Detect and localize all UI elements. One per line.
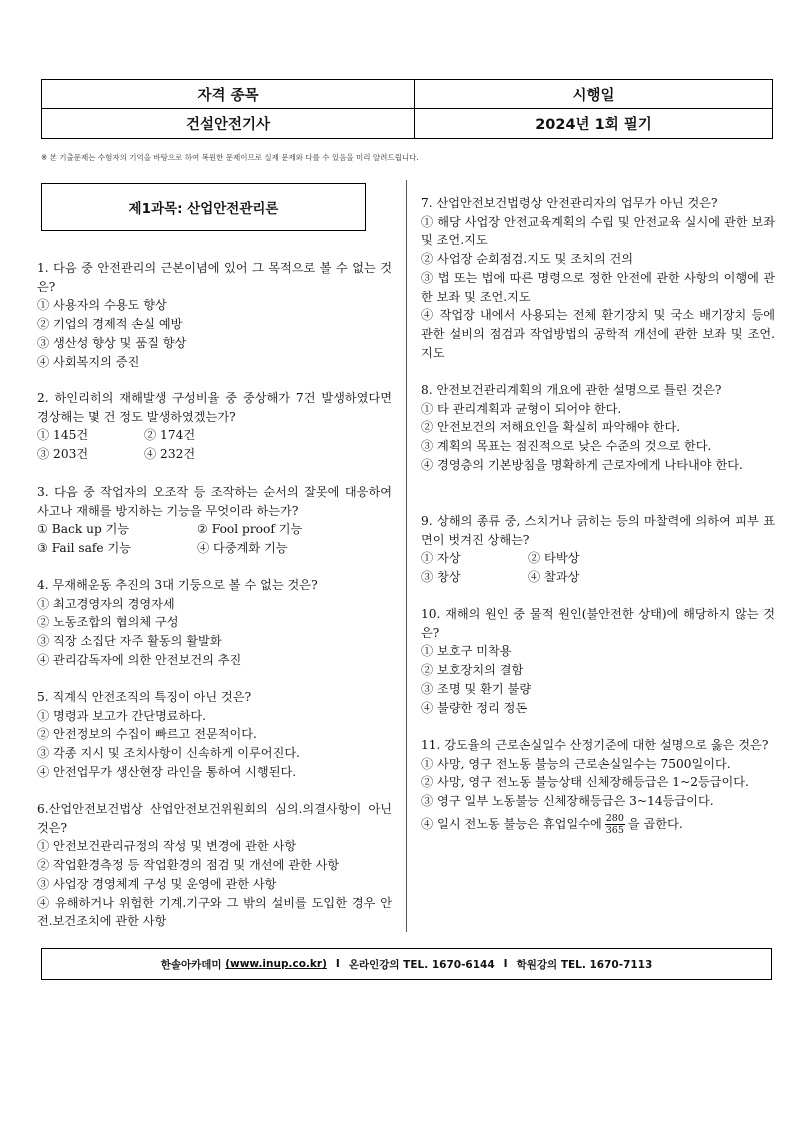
header-value-subject: 건설안전기사: [42, 109, 415, 138]
option: ③ 203건: [37, 447, 89, 462]
subject-title: 제1과목: 산업안전관리론: [41, 183, 366, 231]
option: ② 타박상: [528, 551, 580, 566]
question-stem: 6.산업안전보건법상 산업안전보건위원회의 심의.의결사항이 아닌 것은?: [37, 802, 392, 835]
option: ① 사용자의 수용도 향상: [37, 298, 167, 313]
question-stem: 10. 재해의 원인 중 물적 원인(불안전한 상태)에 해당하지 않는 것은?: [421, 607, 775, 640]
footer: [41, 948, 772, 980]
option: ② 보호장치의 결함: [421, 663, 524, 678]
option: ② 사업장 순회점검.지도 및 조치의 건의: [421, 252, 634, 267]
question-stem: 9. 상해의 종류 중, 스치거나 긁히는 등의 마찰력에 의하여 피부 표면이 벗겨진 상해는?: [421, 514, 775, 547]
option: ② Fool proof 기능: [197, 522, 303, 537]
option: ④ 다중계화 기능: [197, 541, 288, 556]
fraction-numerator: 280: [605, 812, 624, 824]
header-label-date: 시행일: [415, 80, 772, 109]
question-9: [421, 512, 775, 587]
option: ① 최고경영자의 경영자세: [37, 596, 175, 611]
header-value-date: 2024년 1회 필기: [535, 117, 652, 133]
option: ③ 법 또는 법에 따른 명령으로 정한 안전에 관한 사항의 이행에 관한 보좌 및 조언.지도: [421, 270, 775, 304]
option-with-fraction: [421, 813, 775, 836]
option: ② 안전정보의 수집이 빠르고 전문적이다.: [37, 727, 257, 742]
option: ② 기업의 경제적 손실 예방: [37, 317, 183, 332]
option: ① Back up 기능: [37, 522, 130, 537]
option: ① 해당 사업장 안전교육계획의 수립 및 안전교육 실시에 관한 보좌 및 조언.지도: [421, 214, 775, 248]
option: ① 명령과 보고가 간단명료하다.: [37, 708, 206, 723]
option: ① 사망, 영구 전노동 불능의 근로손실일수는 7500일이다.: [421, 756, 731, 771]
question-2: [37, 389, 392, 464]
question-stem: 5. 직계식 안전조직의 특징이 아닌 것은?: [37, 690, 252, 704]
option-suffix: 을 곱한다.: [627, 816, 683, 831]
option: ③ Fail safe 기능: [37, 541, 132, 556]
option: ④ 불량한 정리 정돈: [421, 700, 528, 715]
option: ① 보호구 미착용: [421, 644, 512, 659]
option: ④ 사회복지의 증진: [37, 354, 140, 369]
footer-separator: I: [503, 958, 508, 970]
question-stem: 11. 강도율의 근로손실일수 산정기준에 대한 설명으로 옳은 것은?: [421, 738, 769, 752]
option: ① 145건: [37, 428, 89, 443]
header-table: [41, 79, 773, 139]
question-stem: 7. 산업안전보건법령상 안전관리자의 업무가 아닌 것은?: [421, 196, 718, 210]
option: ④ 안전업무가 생산현장 라인을 통하여 시행된다.: [37, 764, 297, 779]
option: ④ 경영층의 기본방침을 명확하게 근로자에게 나타내야 한다.: [421, 457, 743, 472]
option: ③ 영구 일부 노동불능 신체장해등급은 3~14등급이다.: [421, 794, 714, 809]
question-5: [37, 688, 392, 782]
option: ③ 각종 지시 및 조치사항이 신속하게 이루어진다.: [37, 746, 300, 761]
option: ① 타 관리계획과 균형이 되어야 한다.: [421, 401, 622, 416]
question-stem: 1. 다음 중 안전관리의 근본이념에 있어 그 목적으로 볼 수 없는 것은?: [37, 261, 392, 294]
question-1: [37, 259, 392, 371]
option: ① 안전보건관리규정의 작성 및 변경에 관한 사항: [37, 839, 297, 854]
fraction: [605, 813, 625, 836]
option: ③ 계획의 목표는 점진적으로 낮은 수준의 것으로 한다.: [421, 439, 712, 454]
option: ③ 직장 소집단 자주 활동의 활발화: [37, 634, 222, 649]
question-stem: 4. 무재해운동 추진의 3대 기둥으로 볼 수 없는 것은?: [37, 578, 318, 592]
question-stem: 8. 안전보건관리계획의 개요에 관한 설명으로 틀린 것은?: [421, 383, 722, 397]
option: ② 노동조합의 협의체 구성: [37, 615, 179, 630]
option: ④ 232건: [144, 447, 196, 462]
footer-url-link[interactable]: (www.inup.co.kr): [225, 958, 327, 970]
option: ② 작업환경측정 등 작업환경의 점검 및 개선에 관한 사항: [37, 858, 340, 873]
question-6: [37, 800, 392, 931]
notice-text: ※ 본 기출문제는 수험자의 기억을 바탕으로 하여 복원한 문제이므로 실제 문제와 다를 수 있음을 미리 알려드립니다.: [41, 153, 419, 162]
question-3: [37, 483, 392, 558]
header-label-subject: 자격 종목: [42, 80, 415, 109]
question-11: [421, 736, 775, 836]
question-7: [421, 194, 775, 362]
question-stem: 3. 다음 중 작업자의 오조작 등 조작하는 순서의 잘못에 대응하여 사고나 재해를 방지하는 기능을 무엇이라 하는가?: [37, 485, 392, 518]
option: ③ 조명 및 환기 불량: [421, 681, 532, 696]
option: ③ 창상: [421, 570, 461, 585]
option: ④ 작업장 내에서 사용되는 전체 환기장치 및 국소 배기장치 등에 관한 설비의 점검과 작업방법의 공학적 개선에 관한 보좌 및 조언.지도: [421, 308, 775, 360]
question-4: [37, 576, 392, 670]
footer-separator: I: [335, 958, 340, 970]
option: ④ 관리감독자에 의한 안전보건의 추진: [37, 652, 242, 667]
option: ④ 유해하거나 위험한 기계.기구와 그 밖의 설비를 도입한 경우 안전.보건조치에 관한 사항: [37, 895, 392, 929]
option: ③ 사업장 경영체계 구성 및 운영에 관한 사항: [37, 876, 277, 891]
question-8: [421, 381, 775, 475]
question-10: [421, 605, 775, 717]
footer-offline-tel: 학원강의 TEL. 1670-7113: [516, 958, 653, 971]
option: ④ 일시 전노동 불능은 휴업일수에: [421, 816, 602, 831]
fraction-denominator: 365: [605, 824, 624, 836]
option: ① 자상: [421, 551, 461, 566]
footer-academy: 한솔아카데미: [160, 958, 222, 971]
option: ③ 생산성 향상 및 품질 향상: [37, 335, 187, 350]
option: ④ 찰과상: [528, 570, 580, 585]
option: ② 174건: [144, 428, 196, 443]
column-divider: [406, 180, 407, 932]
option: ② 사망, 영구 전노동 불능상태 신체장해등급은 1~2등급이다.: [421, 775, 749, 790]
question-stem: 2. 하인리히의 재해발생 구성비율 중 중상해가 7건 발생하였다면 경상해는 몇 건 정도 발생하였겠는가?: [37, 391, 392, 424]
option: ② 안전보건의 저해요인을 확실히 파악해야 한다.: [421, 420, 681, 435]
footer-online-tel: 온라인강의 TEL. 1670-6144: [348, 958, 495, 971]
